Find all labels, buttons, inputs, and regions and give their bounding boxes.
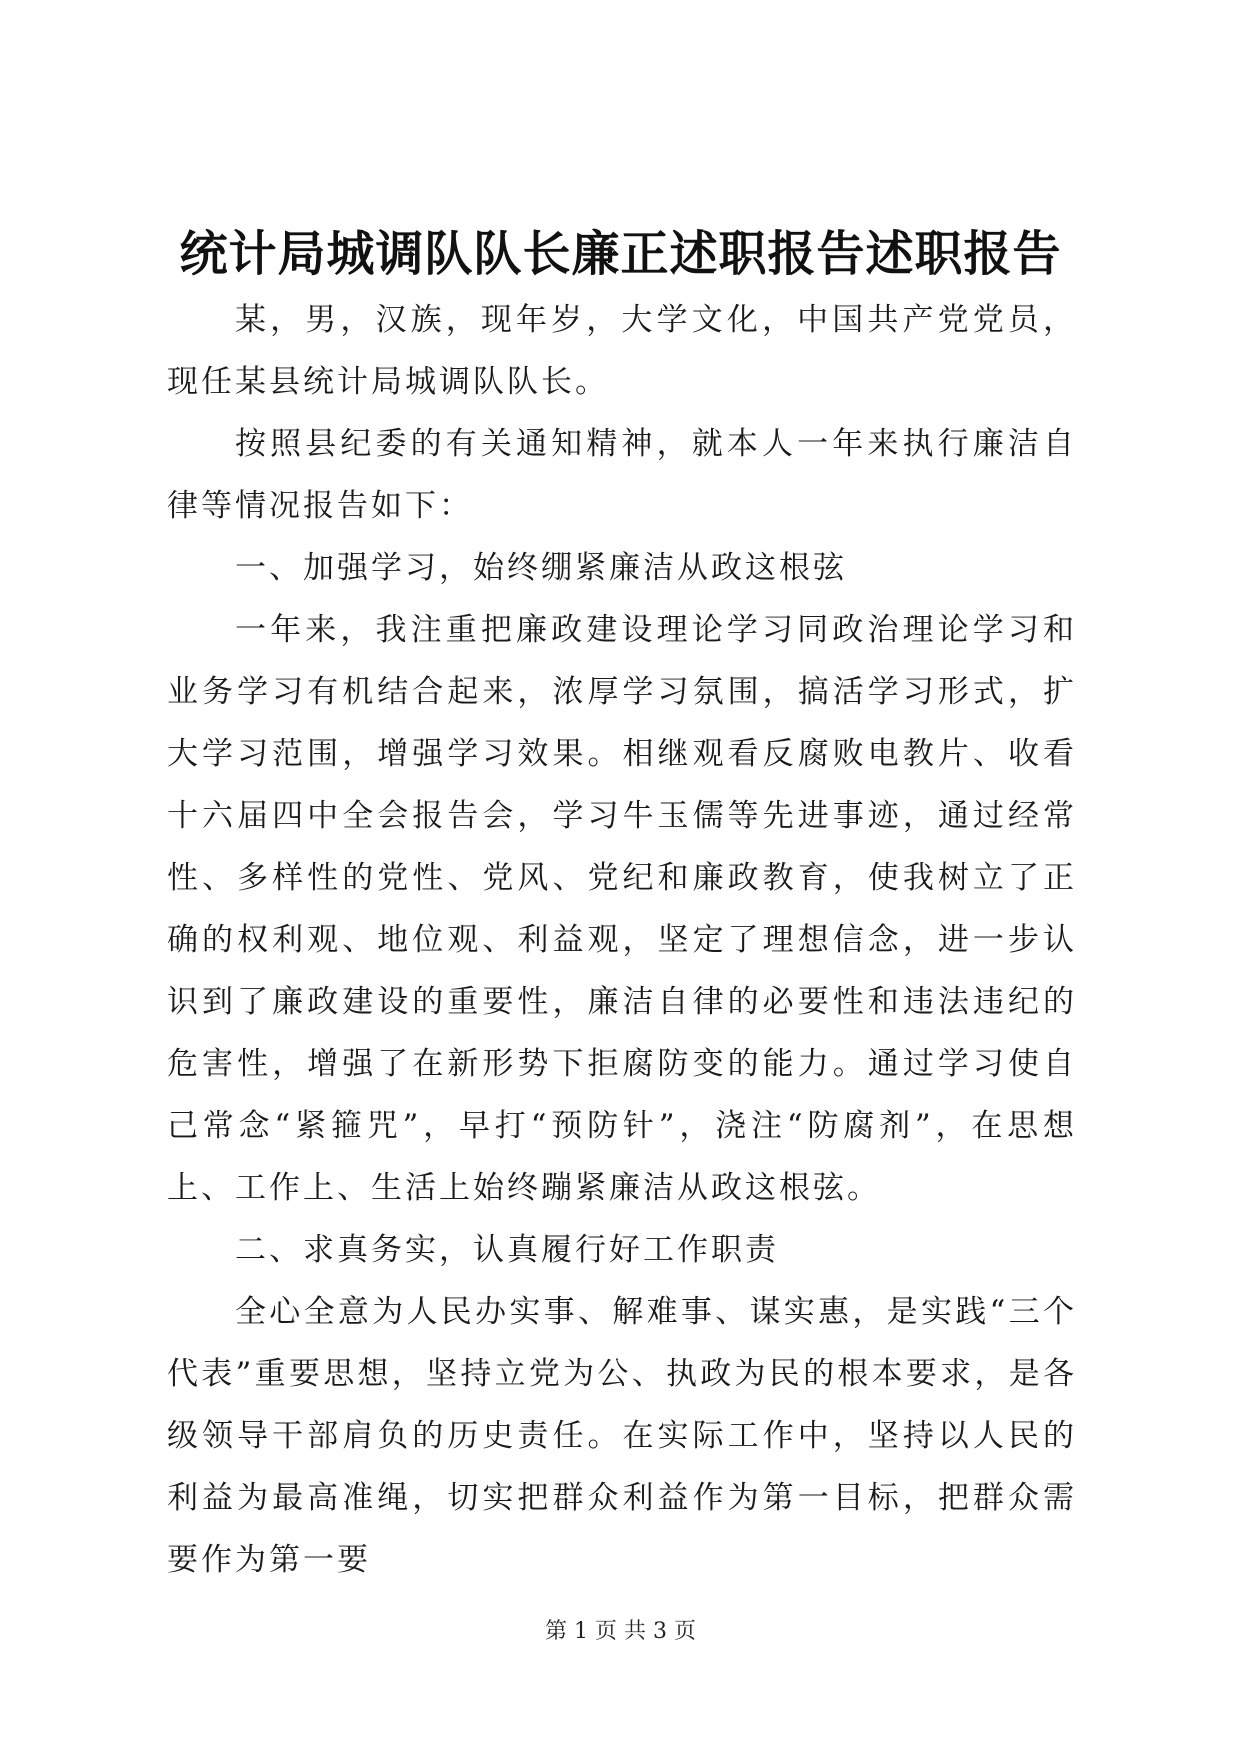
document-body [167,289,1077,1591]
document-title: 统计局城调队队长廉正述职报告述职报告 [179,226,1062,282]
page-footer: 第 1 页 共 3 页 [545,1619,696,1644]
paragraph-study: 一年来，我注重把廉政建设理论学习同政治理论学习和业务学习有机结合起来，浓厚学习氛围，搞活学习形式，扩大学习范围，增强学习效果。相继观看反腐败电教片、收看十六届四中全会报告会，学习牛玉儒等先进事迹，通过经常性、多样性的党性、党风、党纪和廉政教育，使我树立了正确的权利观、地位观、利益观，坚定了理想信念，进一步认识到了廉政建设的重要性，廉洁自律的必要性和违法违纪的危害性，增强了在新形势下拒腐防变的能力。通过学习使自己常念“紧箍咒”，早打“预防针”，浇注“防腐剂”，在思想上、工作上、生活上始终蹦紧廉洁从政这根弦。 [167,612,1077,1206]
section-heading-1: 一、加强学习，始终绷紧廉洁从政这根弦 [235,550,847,586]
section-heading-2: 二、求真务实，认真履行好工作职责 [235,1232,779,1268]
paragraph-notice: 按照县纪委的有关通知精神，就本人一年来执行廉洁自律等情况报告如下： [167,426,1077,524]
paragraph-duty: 全心全意为人民办实事、解难事、谋实惠，是实践“三个代表”重要思想，坚持立党为公、执政为民的根本要求，是各级领导干部肩负的历史责任。在实际工作中，坚持以人民的利益为最高准绳，切实把群众利益作为第一目标，把群众需要作为第一要 [167,1294,1077,1578]
paragraph-intro: 某，男，汉族，现年岁，大学文化，中国共产党党员，现任某县统计局城调队队长。 [167,302,1077,400]
